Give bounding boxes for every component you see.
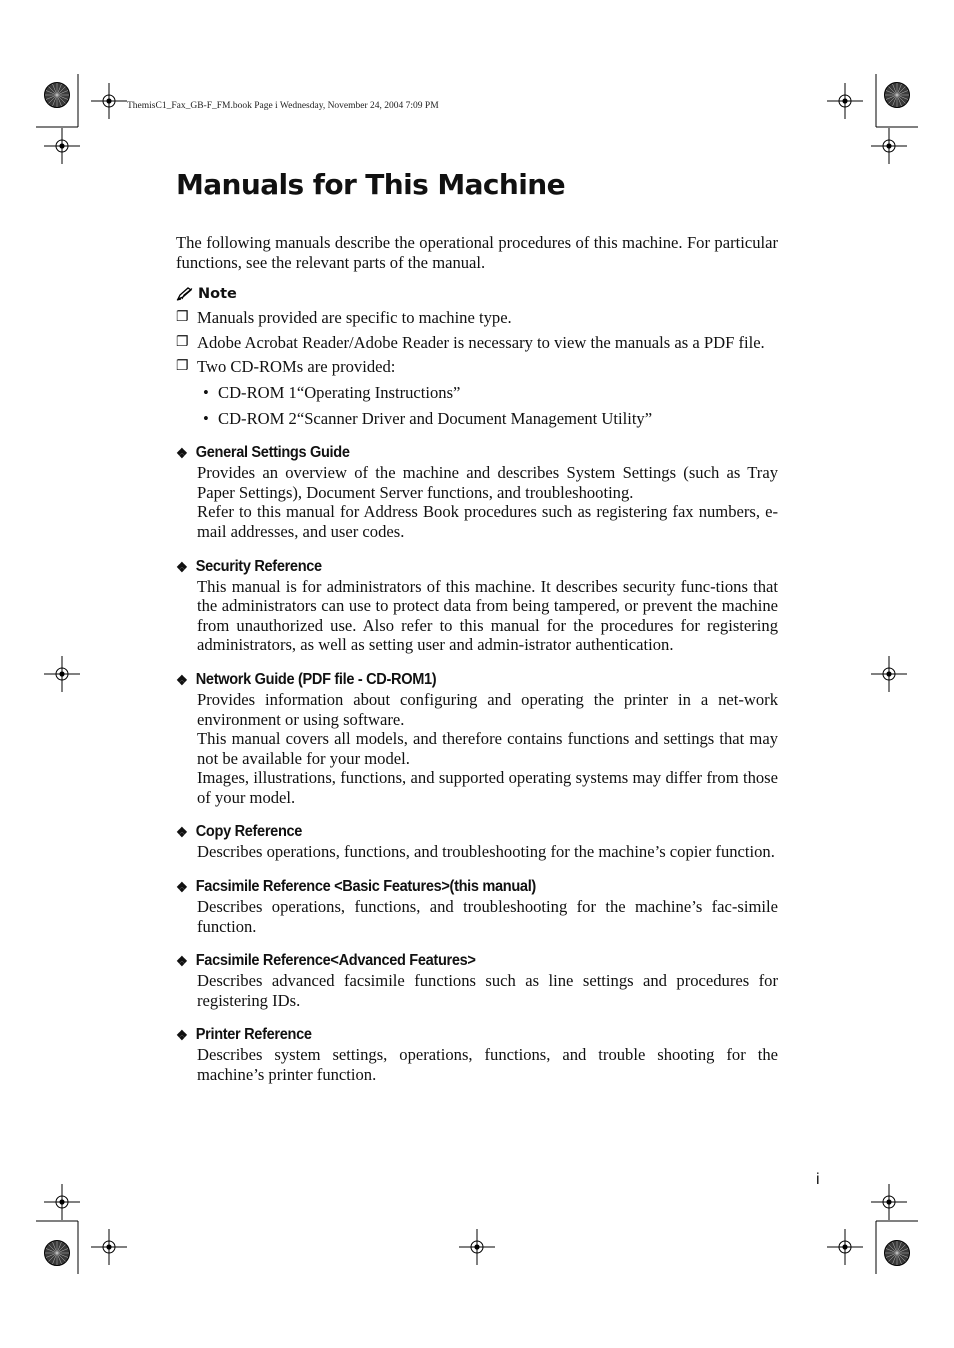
section-security-reference	[176, 557, 778, 655]
section-paragraph: Refer to this manual for Address Book procedures such as registering fax numbers, e-mail addresses, and user codes.	[197, 502, 778, 541]
section-printer-reference	[176, 1025, 778, 1084]
note-heading	[176, 285, 778, 303]
section-paragraph: Describes system settings, operations, functions, and trouble shooting for the machine’s printer function.	[197, 1045, 778, 1085]
section-heading	[176, 670, 742, 690]
section-heading-text: Copy Reference	[195, 823, 303, 841]
note-item	[176, 357, 778, 377]
section-heading-text: Printer Reference	[195, 1026, 312, 1044]
diamond-icon: ❖	[176, 671, 188, 688]
section-paragraph: Provides information about configuring and operating the printer in a net-work environment or using software.	[197, 689, 778, 729]
section-heading	[176, 877, 742, 897]
diamond-icon: ❖	[176, 953, 188, 970]
note-item	[176, 333, 778, 353]
section-network-guide	[176, 670, 778, 808]
section-heading	[176, 1025, 742, 1045]
pencil-icon	[176, 287, 194, 301]
checkbox-icon: ❐	[176, 359, 189, 375]
section-heading	[176, 443, 742, 463]
bullet-text: CD-ROM 1“Operating Instructions”	[218, 382, 461, 402]
checkbox-icon: ❐	[176, 310, 189, 326]
diamond-icon: ❖	[176, 558, 188, 575]
section-heading-text: Facsimile Reference<Advanced Features>	[195, 952, 476, 970]
section-heading-text: Facsimile Reference <Basic Features>(this manual)	[195, 878, 536, 896]
note-item	[176, 308, 778, 328]
section-facsimile-advanced	[176, 951, 778, 1010]
note-item-text: Manuals provided are specific to machine type.	[197, 308, 512, 328]
section-heading	[176, 951, 742, 971]
diamond-icon: ❖	[176, 445, 188, 462]
bullet-item	[203, 383, 778, 403]
bullet-icon: •	[203, 382, 209, 402]
section-paragraph: Describes operations, functions, and troubleshooting for the machine’s fac-simile function.	[197, 897, 778, 936]
bullet-item	[203, 409, 778, 429]
section-body	[197, 1045, 778, 1084]
section-paragraph: This manual covers all models, and therefore contains functions and settings that may not be available for your model.	[197, 729, 778, 768]
page-title: Manuals for This Machine	[176, 168, 565, 201]
section-heading	[176, 557, 742, 577]
bullet-text: CD-ROM 2“Scanner Driver and Document Management Utility”	[218, 408, 653, 428]
note-label: Note	[198, 286, 237, 303]
note-item-text: Adobe Acrobat Reader/Adobe Reader is necessary to view the manuals as a PDF file.	[197, 332, 765, 352]
section-facsimile-basic	[176, 877, 778, 936]
section-body	[197, 971, 778, 1010]
diamond-icon: ❖	[176, 1027, 188, 1044]
section-body	[197, 577, 778, 655]
section-paragraph: Provides an overview of the machine and describes System Settings (such as Tray Paper Settings), Document Server functions, and troubleshooting.	[197, 463, 778, 502]
section-body	[197, 690, 778, 808]
section-heading-text: Security Reference	[195, 557, 322, 575]
section-heading	[176, 822, 742, 842]
section-paragraph: Describes operations, functions, and troubleshooting for the machine’s copier function.	[197, 842, 775, 862]
section-heading-text: General Settings Guide	[195, 444, 350, 462]
section-body	[197, 897, 778, 936]
intro-paragraph: The following manuals describe the operational procedures of this machine. For particular functions, see the relevant parts of the manual.	[176, 233, 778, 272]
file-info-header: ThemisC1_Fax_GB-F_FM.book Page i Wednesday, November 24, 2004 7:09 PM	[127, 101, 439, 111]
section-paragraph: This manual is for administrators of this machine. It describes security func-tions that the administrators can use to protect data from being tampered, or prevent the machine from unauthorized use. Also refer to this manual for the procedures for registering administrators, as well as setting user and admin-istrator authentication.	[197, 576, 778, 655]
note-item-text: Two CD-ROMs are provided:	[197, 357, 396, 377]
document-body	[176, 233, 778, 1085]
section-body	[197, 842, 778, 862]
diamond-icon: ❖	[176, 824, 188, 841]
section-heading-text: Network Guide (PDF file - CD-ROM1)	[195, 670, 437, 688]
section-general-settings-guide	[176, 443, 778, 541]
section-copy-reference	[176, 822, 778, 862]
bullet-icon: •	[203, 408, 209, 428]
section-body	[197, 463, 778, 541]
page-number: i	[816, 1171, 820, 1188]
section-paragraph: Images, illustrations, functions, and supported operating systems may differ from those of your model.	[197, 768, 778, 807]
checkbox-icon: ❐	[176, 334, 189, 350]
diamond-icon: ❖	[176, 879, 188, 896]
section-paragraph: Describes advanced facsimile functions such as line settings and procedures for registering IDs.	[197, 971, 778, 1010]
